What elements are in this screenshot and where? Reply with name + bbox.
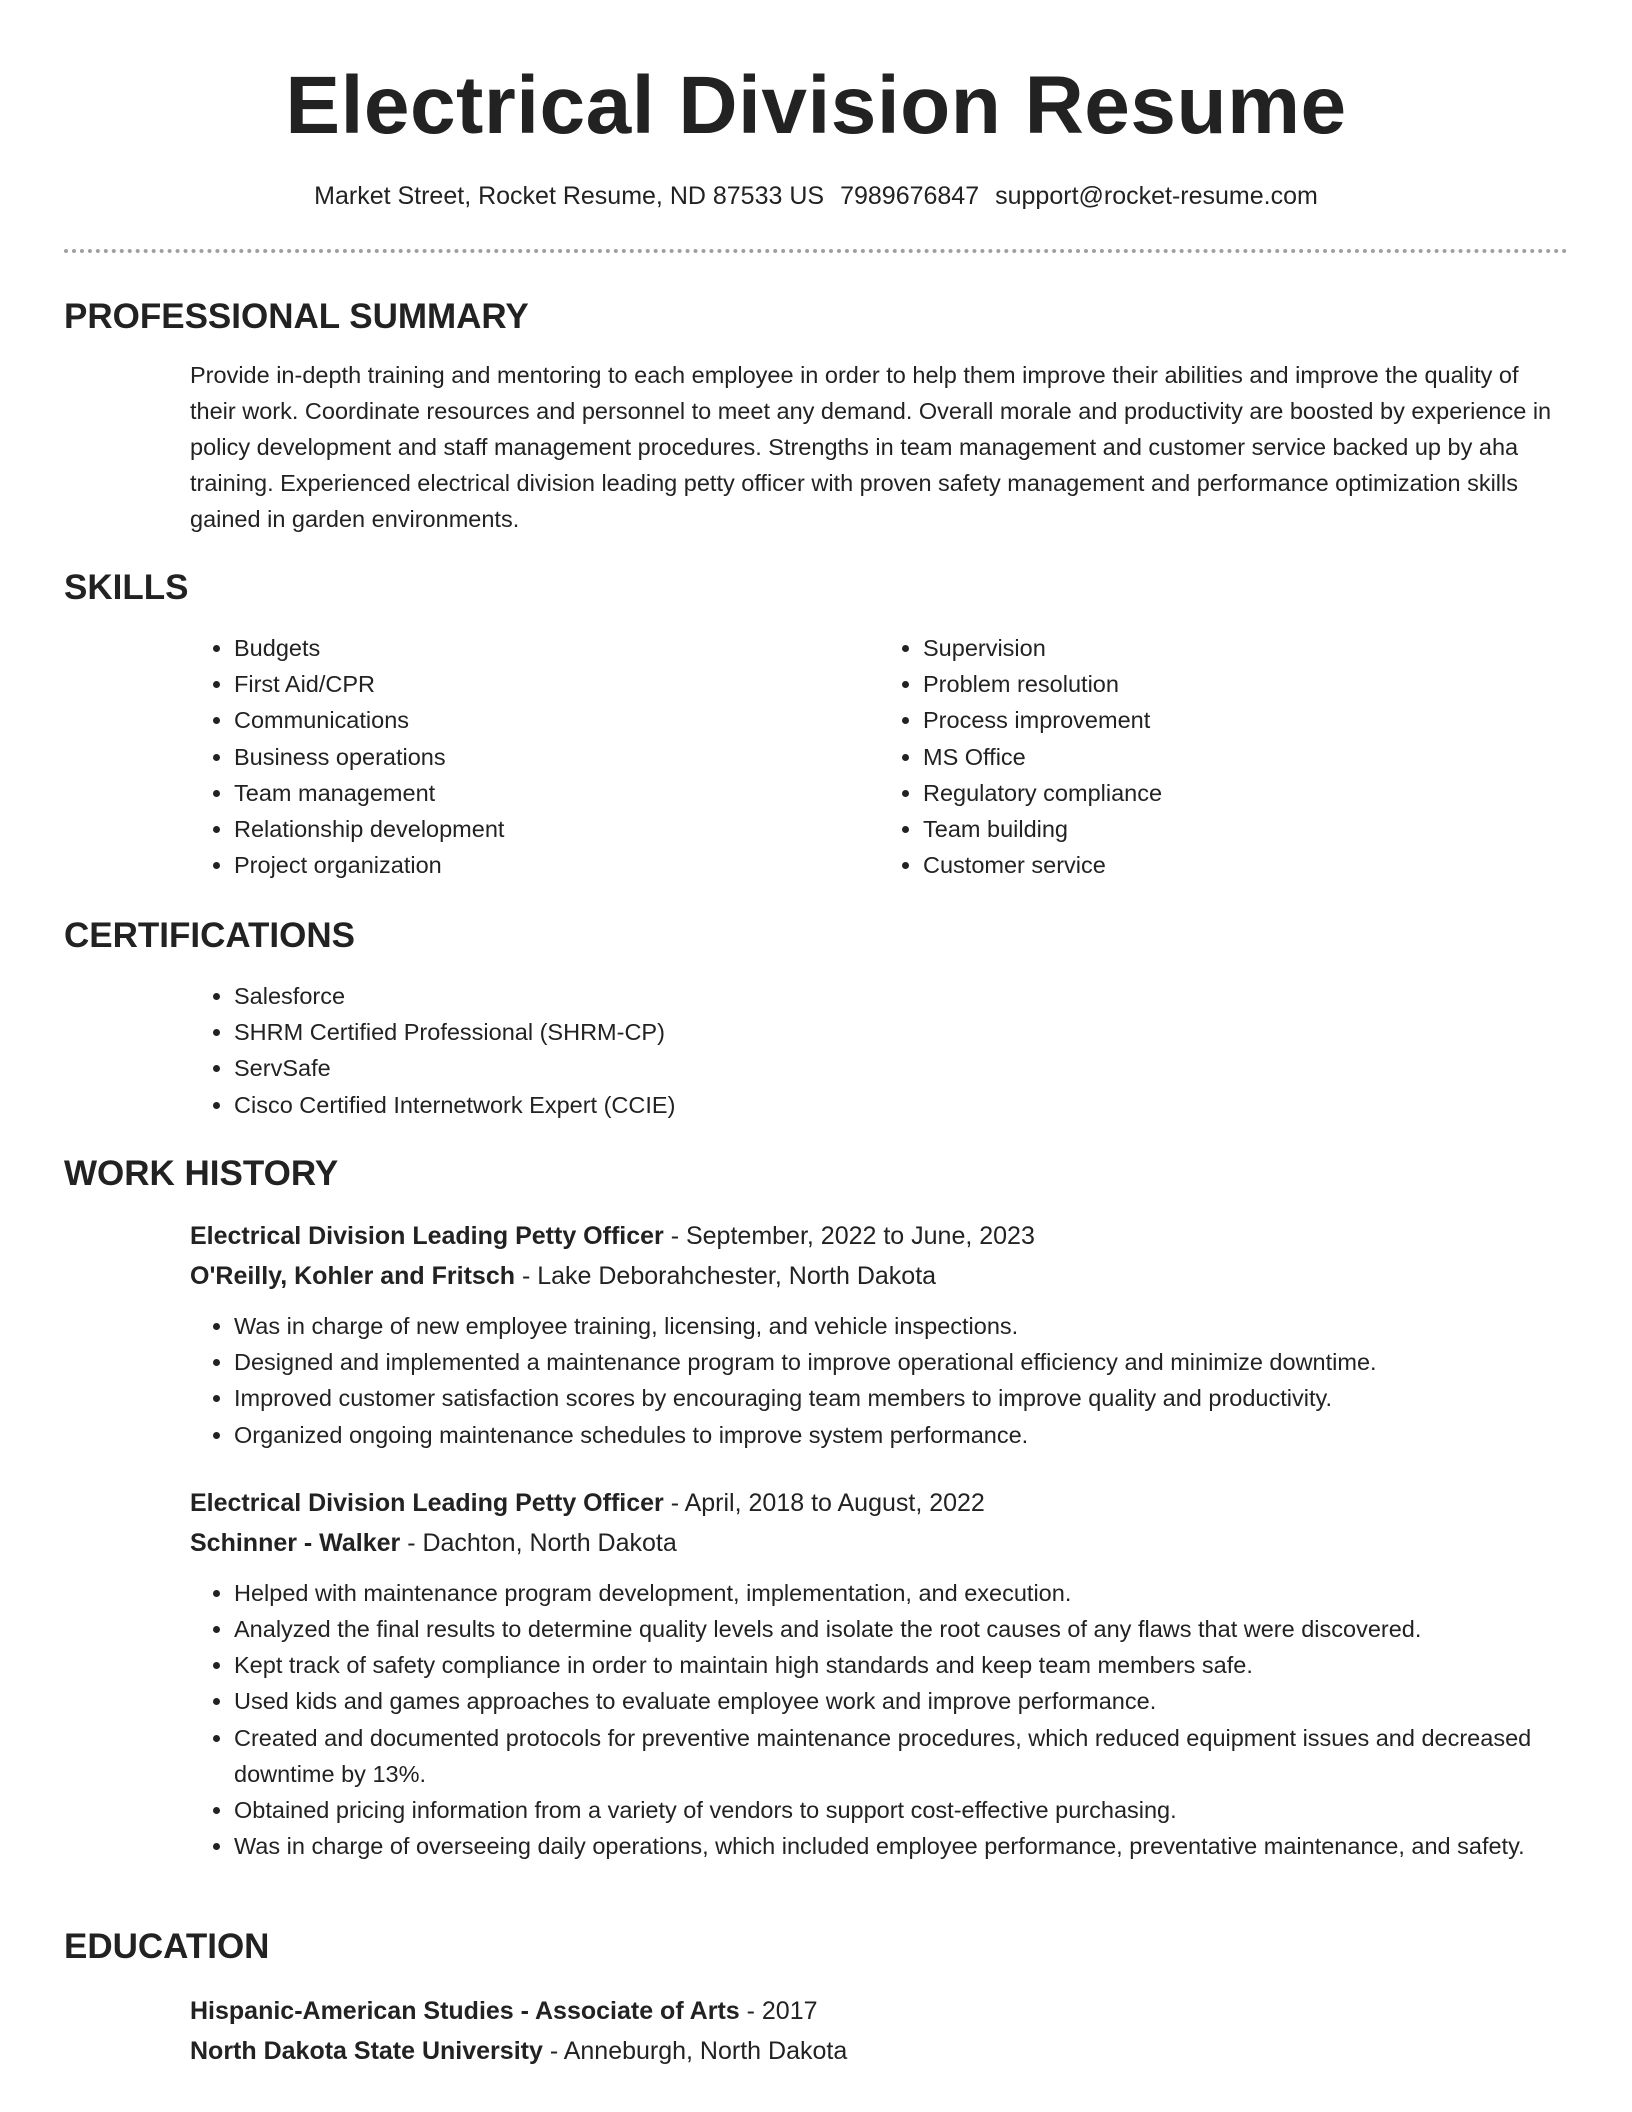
- job-title-line: [190, 1216, 1568, 1256]
- education-heading: EDUCATION: [64, 1927, 270, 1966]
- job-role: Electrical Division Leading Petty Officer: [190, 1488, 664, 1517]
- job-bullet: • Created and documented protocols for preventive maintenance procedures, which reduced equipment issues and decreased downtime by 13%.: [234, 1720, 1568, 1792]
- job-bullet: • Improved customer satisfaction scores by encouraging team members to improve quality and productivity.: [234, 1380, 1568, 1416]
- education-entry: [64, 1991, 1568, 2071]
- job-company: Schinner - Walker: [190, 1528, 401, 1557]
- certification-item: • SHRM Certified Professional (SHRM-CP): [234, 1014, 1568, 1050]
- job-bullet: • Designed and implemented a maintenance program to improve operational efficiency and minimize downtime.: [234, 1344, 1568, 1380]
- education-degree-line: [190, 1991, 1568, 2031]
- certifications-heading: CERTIFICATIONS: [64, 916, 356, 955]
- summary-text: Provide in-depth training and mentoring to each employee in order to help them improve their abilities and improve the quality of their work. Coordinate resources and personnel to meet any demand. Overall morale and productivity are boosted by experience in policy development and staff management procedures. Strengths in team management and customer service backed up by aha training. Experienced electrical division leading petty officer with proven safety management and performance optimization skills gained in garden environments.: [190, 362, 1552, 532]
- job-company-line: [190, 1256, 1568, 1296]
- skill-item: • Project organization: [234, 847, 879, 883]
- job-bullet: • Organized ongoing maintenance schedules to improve system performance.: [234, 1417, 1568, 1453]
- skill-item: • MS Office: [923, 739, 1568, 775]
- certifications-section: [64, 914, 1568, 1123]
- job-bullet: • Helped with maintenance program development, implementation, and execution.: [234, 1575, 1568, 1611]
- job-location: - Lake Deborahchester, North Dakota: [515, 1262, 937, 1290]
- job-title-line: [190, 1483, 1568, 1523]
- job-bullet: • Analyzed the final results to determine quality levels and isolate the root causes of any flaws that were discovered.: [234, 1611, 1568, 1647]
- job-entry: [64, 1483, 1568, 1865]
- job-bullet: • Was in charge of overseeing daily operations, which included employee performance, preventative maintenance, and safety.: [234, 1828, 1568, 1864]
- skill-item: • Relationship development: [234, 811, 879, 847]
- skill-item: • Business operations: [234, 739, 879, 775]
- summary-section: [64, 295, 1568, 537]
- job-bullet: • Used kids and games approaches to evaluate employee work and improve performance.: [234, 1683, 1568, 1719]
- certifications-list: [190, 978, 1568, 1123]
- certifications-block: [64, 978, 1568, 1123]
- phone: 7989676847: [840, 182, 980, 210]
- education-year: - 2017: [739, 1997, 818, 2025]
- skills-section: [64, 566, 1568, 883]
- work-heading: WORK HISTORY: [64, 1154, 339, 1193]
- skill-item: • Communications: [234, 702, 879, 738]
- skill-item: • Team building: [923, 811, 1568, 847]
- resume-title: Electrical Division Resume: [285, 60, 1347, 151]
- contact-line: [0, 182, 1632, 211]
- education-degree: Hispanic-American Studies - Associate of Arts: [190, 1997, 740, 2025]
- education-school: North Dakota State University: [190, 2037, 543, 2065]
- job-dates: - September, 2022 to June, 2023: [663, 1222, 1035, 1250]
- email: support@rocket-resume.com: [995, 182, 1318, 210]
- job-bullet: • Obtained pricing information from a variety of vendors to support cost-effective purchasing.: [234, 1792, 1568, 1828]
- skill-item: • First Aid/CPR: [234, 666, 879, 702]
- skill-item: • Budgets: [234, 630, 879, 666]
- certification-item: • Salesforce: [234, 978, 1568, 1014]
- address: Market Street, Rocket Resume, ND 87533 US: [314, 182, 825, 210]
- job-bullets: [190, 1308, 1568, 1453]
- certification-item: • ServSafe: [234, 1050, 1568, 1086]
- skills-list-left: [190, 630, 879, 883]
- summary-heading: PROFESSIONAL SUMMARY: [64, 297, 529, 336]
- job-dates: - April, 2018 to August, 2022: [663, 1488, 985, 1517]
- skill-item: • Supervision: [923, 630, 1568, 666]
- skill-item: • Customer service: [923, 847, 1568, 883]
- work-section: [64, 1152, 1568, 1864]
- skill-item: • Team management: [234, 775, 879, 811]
- skill-item: • Regulatory compliance: [923, 775, 1568, 811]
- education-school-line: [190, 2031, 1568, 2071]
- job-bullet: • Kept track of safety compliance in order to maintain high standards and keep team members safe.: [234, 1647, 1568, 1683]
- skills-grid: [64, 630, 1568, 883]
- job-bullet: • Was in charge of new employee training, licensing, and vehicle inspections.: [234, 1308, 1568, 1344]
- job-entry: [64, 1216, 1568, 1453]
- job-company: O'Reilly, Kohler and Fritsch: [190, 1262, 515, 1290]
- job-bullets: [190, 1575, 1568, 1865]
- job-company-line: [190, 1523, 1568, 1563]
- header-divider: [64, 249, 1568, 253]
- skill-item: • Process improvement: [923, 702, 1568, 738]
- education-section: [64, 1925, 1568, 2071]
- job-location: - Dachton, North Dakota: [400, 1528, 677, 1557]
- certification-item: • Cisco Certified Internetwork Expert (CCIE): [234, 1087, 1568, 1123]
- job-role: Electrical Division Leading Petty Officer: [190, 1222, 664, 1250]
- skills-list-right: [879, 630, 1568, 883]
- skill-item: • Problem resolution: [923, 666, 1568, 702]
- skills-heading: SKILLS: [64, 568, 189, 607]
- education-location: - Anneburgh, North Dakota: [542, 2037, 848, 2065]
